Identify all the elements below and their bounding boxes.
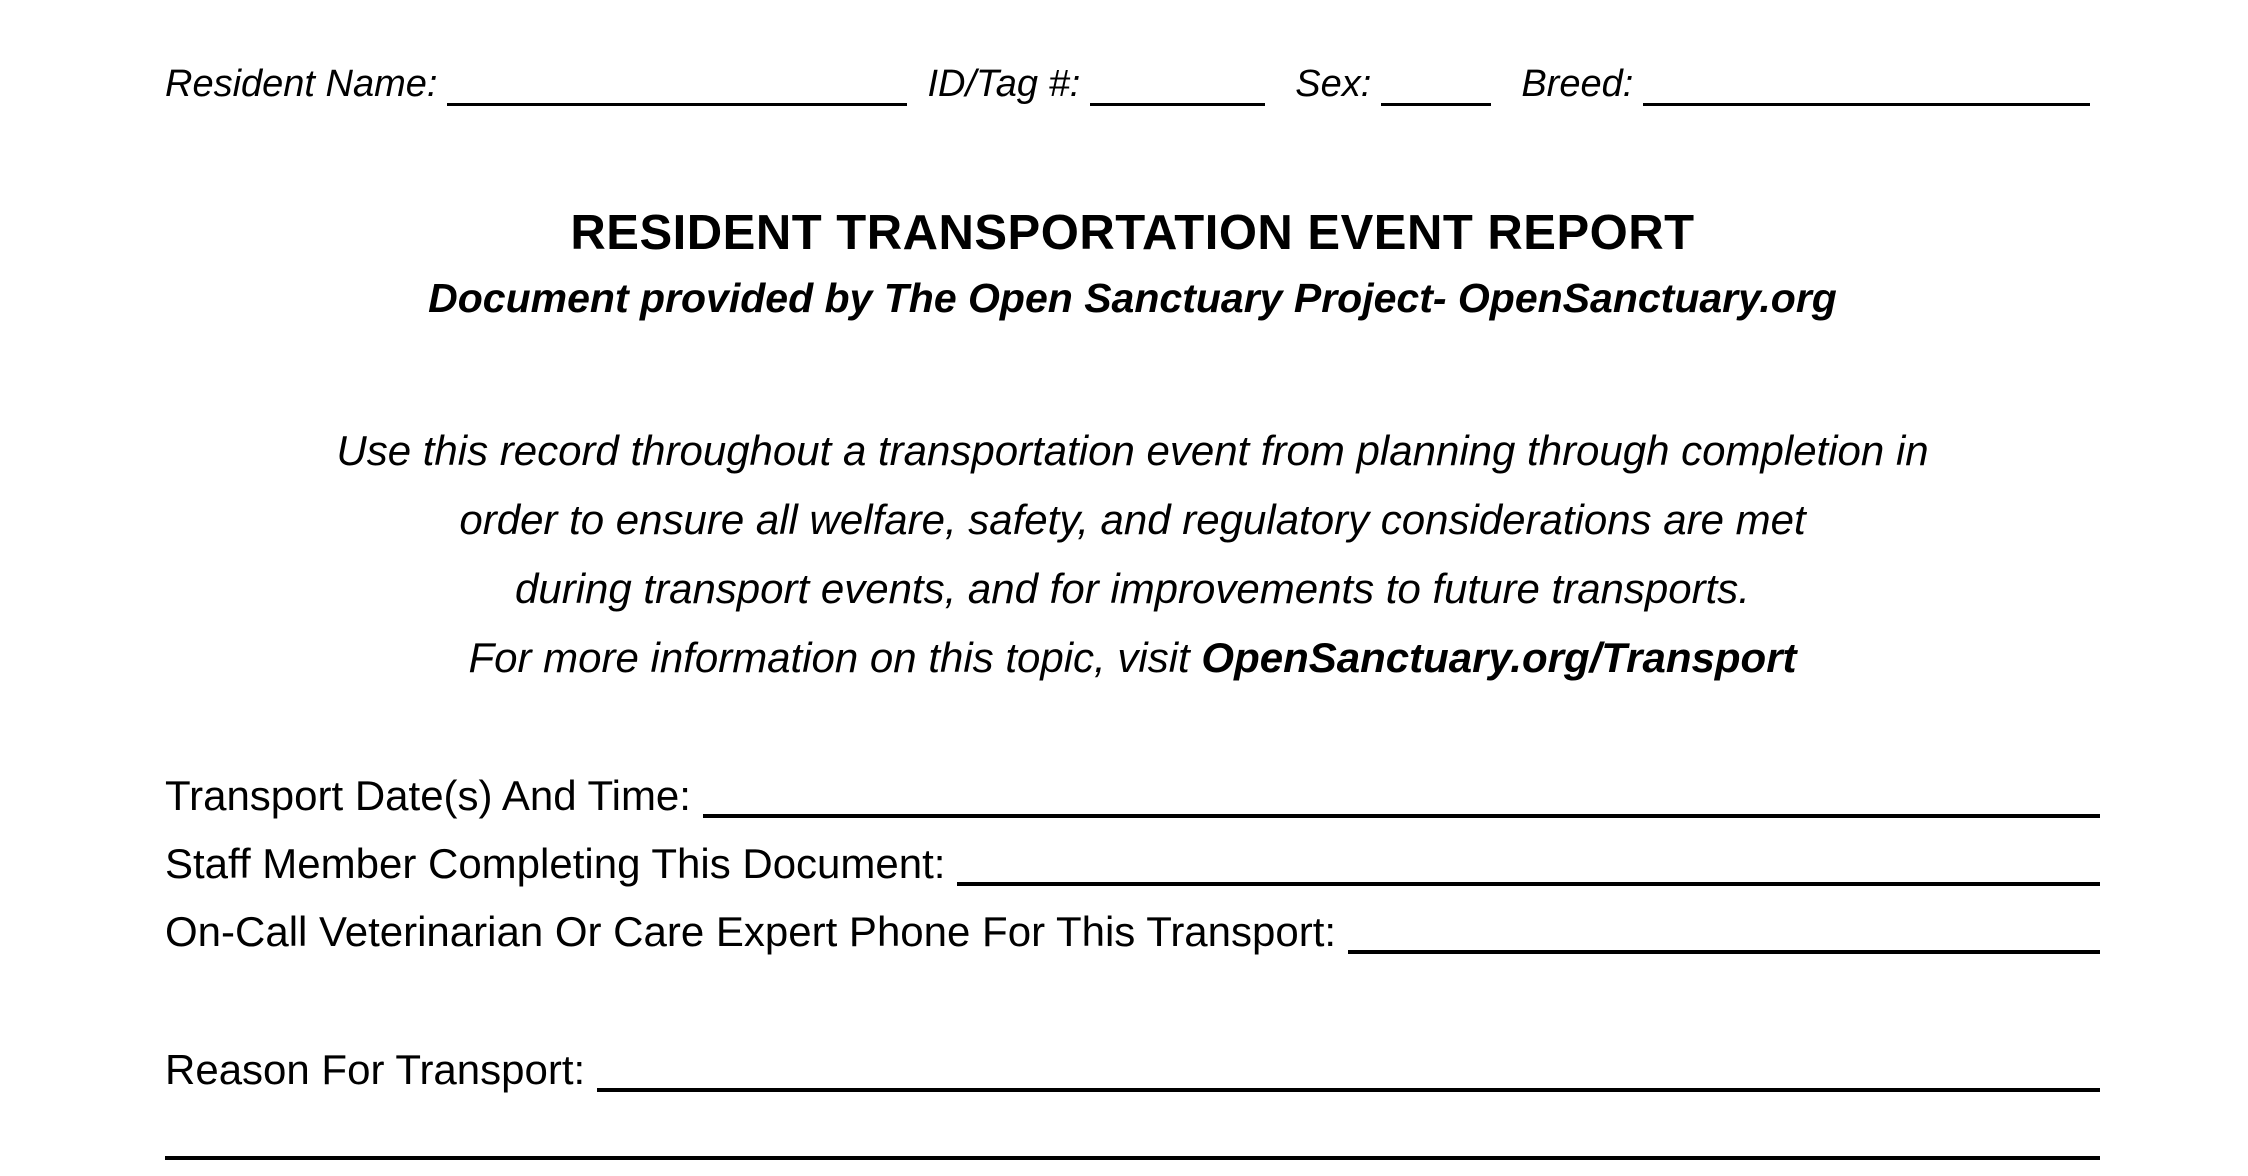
staff-member-label: Staff Member Completing This Document: — [165, 839, 946, 887]
sex-blank[interactable] — [1381, 91, 1491, 106]
intro-line-4-text: For more information on this topic, visit — [468, 634, 1202, 681]
staff-member-blank[interactable] — [957, 868, 2100, 886]
sex-label: Sex: — [1295, 63, 1372, 106]
staff-member-field — [165, 818, 2100, 886]
intro-line-4 — [165, 623, 2100, 692]
reason-continuation-line — [165, 1092, 2100, 1160]
on-call-vet-label: On-Call Veterinarian Or Care Expert Phone For This Transport: — [165, 907, 1337, 955]
reason-label: Reason For Transport: — [165, 1045, 586, 1093]
transport-resource-link: OpenSanctuary.org/Transport — [1201, 634, 1797, 681]
on-call-vet-blank[interactable] — [1348, 936, 2100, 954]
intro-line-1: Use this record throughout a transportation event from planning through completion in — [336, 427, 1929, 474]
intro-line-3: during transport events, and for improvements to future transports. — [515, 565, 1750, 612]
transport-date-field — [165, 750, 2100, 818]
transport-date-label: Transport Date(s) And Time: — [165, 771, 691, 819]
breed-blank[interactable] — [1643, 91, 2090, 106]
reason-continuation-blank[interactable] — [165, 1142, 2100, 1160]
resident-name-label: Resident Name: — [165, 63, 438, 106]
breed-label: Breed: — [1521, 63, 1634, 106]
intro-line-2: order to ensure all welfare, safety, and regulatory considerations are met — [459, 496, 1806, 543]
form-fields — [165, 750, 2100, 954]
resident-info-row — [165, 60, 2090, 106]
resident-name-blank[interactable] — [447, 91, 907, 106]
document-title: RESIDENT TRANSPORTATION EVENT REPORT — [570, 206, 1695, 260]
intro-paragraph — [165, 416, 2100, 692]
reason-for-transport-section — [165, 1024, 2100, 1160]
id-tag-blank[interactable] — [1090, 91, 1265, 106]
reason-field — [165, 1024, 2100, 1092]
on-call-vet-field — [165, 886, 2100, 954]
document-subtitle: Document provided by The Open Sanctuary Project- OpenSanctuary.org — [428, 275, 1837, 321]
id-tag-label: ID/Tag #: — [927, 63, 1081, 106]
reason-blank[interactable] — [597, 1074, 2100, 1092]
transport-date-blank[interactable] — [703, 800, 2100, 818]
